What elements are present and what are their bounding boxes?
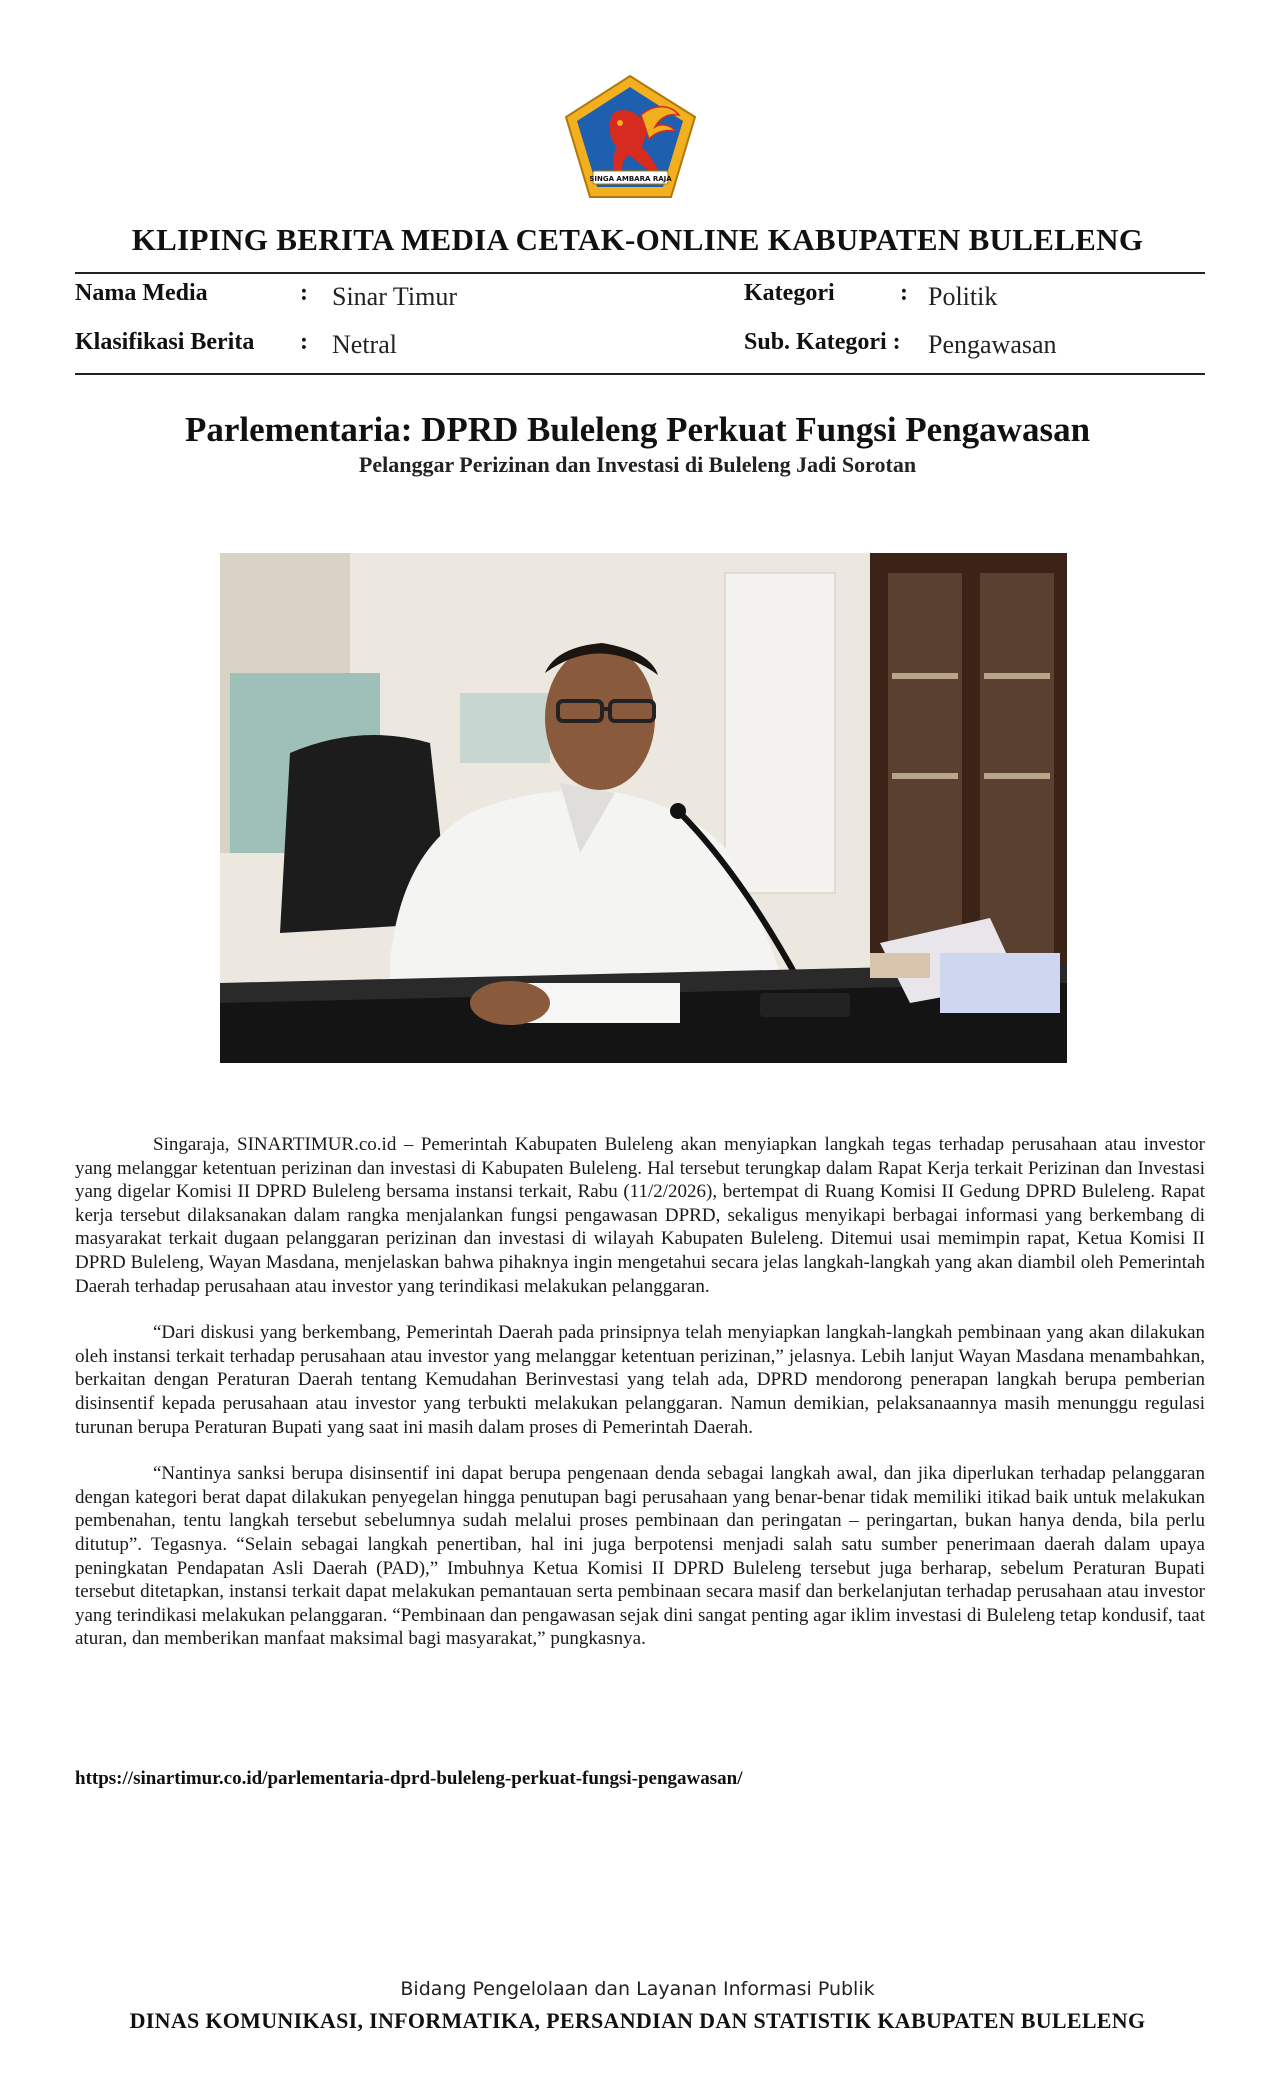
document-title: KLIPING BERITA MEDIA CETAK-ONLINE KABUPATEN BULELENG [131,222,1144,257]
nama-media-label: Nama Media [75,280,208,306]
kategori-colon: : [900,280,908,306]
kategori-value: Politik [928,282,998,311]
article-paragraph-3: “Nantinya sanksi berupa disinsentif ini dapat berupa pengenaan denda sebagai langkah awal, dan jika diperlukan terhadap pelanggaran dengan kategori berat dapat dilakukan penyegelan hingga penutupan bagi perusahaan yang benar-benar tidak memiliki itikad baik untuk melakukan pembenahan, tentu langkah tersebut sebelumnya sudah melalui proses pembinaan dan peringatan – peringartan, bukan hanya denda, bila perlu ditutup”. Tegasnya. “Selain sebagai langkah penertiban, hal ini juga berpotensi menjadi salah satu sumber penerimaan daerah dalam upaya peningkatan Pendapatan Asli Daerah (PAD),” Imbuhnya Ketua Komisi II DPRD Buleleng tersebut juga berharap, sebelum Peraturan Bupati tersebut ditetapkan, instansi terkait dapat melakukan pemantauan serta pembinaan secara masif dan berkelanjutan terhadap perusahaan atau investor yang terindikasi melakukan pelanggaran. “Pembinaan dan pengawasan sejak dini sangat penting agar iklim investasi di Buleleng tetap kondusif, taat aturan, dan memberikan manfaat maksimal bagi masyarakat,” pungkasnya. [75,1463,1205,1650]
klasifikasi-colon: : [300,329,308,355]
sub-kategori-label: Sub. Kategori : [744,329,901,355]
header-top-rule [75,272,1205,274]
kategori-label: Kategori [744,280,835,306]
article-paragraph-2: “Dari diskusi yang berkembang, Pemerintah Daerah pada prinsipnya telah menyiapkan langkah-langkah pembinaan yang akan dilakukan oleh instansi terkait terhadap perusahaan atau investor yang melanggar ketentuan perizinan,” jelasnya. Lebih lanjut Wayan Masdana menambahkan, berkaitan dengan Peraturan Daerah tentang Kemudahan Berinvestasi yang telah ada, DPRD mendorong penerapan langkah berupa pemberian disinsentif kepada perusahaan atau investor yang terbukti melakukan pelanggaran. Namun demikian, pelaksanaannya masih menunggu regulasi turunan berupa Peraturan Bupati yang saat ini masih dalam proses di Pemerintah Daerah. [75,1322,1205,1438]
article-body [75,1133,1205,1674]
footer-department: Bidang Pengelolaan dan Layanan Informasi Publik [400,1978,875,2000]
nama-media-colon: : [300,280,308,306]
footer-agency: DINAS KOMUNIKASI, INFORMATIKA, PERSANDIAN DAN STATISTIK KABUPATEN BULELENG [129,2008,1146,2033]
nama-media-value: Sinar Timur [332,282,457,311]
klasifikasi-berita-label: Klasifikasi Berita [75,329,255,355]
article-photo [220,553,1067,1063]
article-headline: Parlementaria: DPRD Buleleng Perkuat Fungsi Pengawasan [184,410,1091,449]
sub-kategori-value: Pengawasan [928,330,1057,359]
klasifikasi-berita-value: Netral [332,330,397,359]
article-paragraph-1: Singaraja, SINARTIMUR.co.id – Pemerintah Kabupaten Buleleng akan menyiapkan langkah tegas terhadap perusahaan atau investor yang melanggar ketentuan perizinan dan investasi di Kabupaten Buleleng. Hal tersebut terungkap dalam Rapat Kerja terkait Perizinan dan Investasi yang digelar Komisi II DPRD Buleleng bersama instansi terkait, Rabu (11/2/2026), bertempat di Ruang Komisi II Gedung DPRD Buleleng. Rapat kerja tersebut dilaksanakan dalam rangka menjalankan fungsi pengawasan DPRD, sekaligus menyikapi berbagai informasi yang berkembang di masyarakat terkait dugaan pelanggaran perizinan dan investasi di wilayah Kabupaten Buleleng. Ditemui usai memimpin rapat, Ketua Komisi II DPRD Buleleng, Wayan Masdana, menjelaskan bahwa pihaknya ingin mengetahui secara jelas langkah-langkah yang akan diambil oleh Pemerintah Daerah terhadap perusahaan atau investor yang terindikasi melakukan pelanggaran. [75,1134,1205,1297]
source-url-link[interactable]: https://sinartimur.co.id/parlementaria-dprd-buleleng-perkuat-fungsi-pengawasan/ [75,1768,743,1789]
header-bottom-rule [75,373,1205,375]
logo-motto-text: SINGA AMBARA RAJA [589,175,672,183]
buleleng-emblem-logo [563,73,698,200]
article-subheadline: Pelanggar Perizinan dan Investasi di Buleleng Jadi Sorotan [358,452,917,477]
